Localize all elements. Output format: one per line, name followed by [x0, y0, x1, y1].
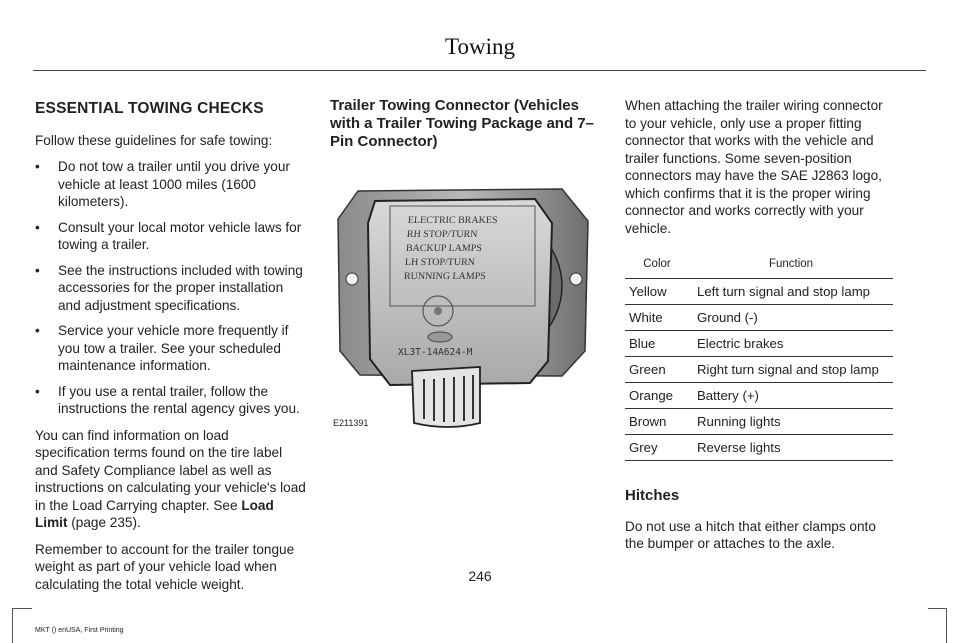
bullet: • [35, 323, 40, 338]
load-limit-link[interactable]: Load Limit [35, 497, 274, 530]
connector-illustration [330, 161, 595, 431]
table-row [625, 409, 893, 435]
tongue-weight-paragraph: Remember to account for the trailer tongue weight as part of your vehicle load when calculating the total vehicle weight. [35, 541, 295, 592]
table-row [625, 305, 893, 331]
section-heading-essential-towing-checks: ESSENTIAL TOWING CHECKS [35, 100, 264, 117]
list-item [35, 158, 307, 211]
wire-function: Reverse lights [689, 435, 893, 461]
list-item-text: Service your vehicle more frequently if you tow a trailer. See your scheduled maintenance information. [58, 323, 289, 373]
wire-color: Yellow [625, 279, 689, 305]
column-connector [330, 97, 595, 431]
list-item-text: See the instructions included with towing accessories for the proper installation and adjustment specifications. [58, 262, 303, 313]
list-item-text: If you use a rental trailer, follow the instructions the rental agency gives you. [58, 383, 300, 416]
wire-color: White [625, 305, 689, 331]
table-header-row [625, 251, 893, 279]
wire-color: Orange [625, 383, 689, 409]
column-wiring [625, 97, 895, 562]
wire-function: Electric brakes [689, 331, 893, 357]
list-item [35, 322, 307, 375]
wire-color: Blue [625, 331, 689, 357]
crop-mark [928, 608, 947, 609]
table-row [625, 279, 893, 305]
list-item-text: Consult your local motor vehicle laws for towing a trailer. [58, 219, 302, 252]
hitches-text: Do not use a hitch that either clamps onto the bumper or attaches to the axle. [625, 518, 876, 551]
cover-label-line: ELECTRIC BRAKES [407, 215, 498, 226]
wire-function: Ground (-) [689, 305, 893, 331]
column-header-function: Function [689, 251, 893, 279]
cover-part-number: XL3T-14A624-M [398, 347, 473, 358]
list-item [35, 219, 307, 254]
cover-label-line: LH STOP/TURN [404, 257, 476, 268]
figure-code: E211391 [333, 418, 369, 428]
bullet: • [35, 262, 40, 278]
list-item [35, 383, 307, 418]
page-number: 246 [468, 568, 492, 584]
seven-pin-connector-drawing [330, 161, 595, 431]
load-info-paragraph [35, 427, 307, 532]
list-item-text: Do not tow a trailer until you drive your vehicle at least 1000 miles (1600 kilometers). [58, 159, 290, 209]
wire-function-table [625, 251, 893, 461]
list-item [35, 262, 307, 315]
column-essential-checks [35, 97, 307, 602]
column-header-color: Color [625, 251, 689, 279]
header-divider [33, 70, 926, 71]
table-row [625, 383, 893, 409]
wire-function: Running lights [689, 409, 893, 435]
wire-function: Battery (+) [689, 383, 893, 409]
table-row [625, 435, 893, 461]
wire-color: Green [625, 357, 689, 383]
cover-label-line: BACKUP LAMPS [405, 243, 483, 254]
bullet: • [35, 219, 40, 235]
load-info-text: You can find information on load specification terms found on the tire label and Safety Compliance label as well as instructions on calculating your vehicle's load in the Load Carrying chapter. See [35, 427, 306, 513]
bullet: • [35, 159, 40, 174]
crop-mark [12, 608, 13, 643]
wire-function: Left turn signal and stop lamp [689, 279, 893, 305]
print-info: MKT () enUSA, First Printing [35, 627, 124, 634]
table-row [625, 331, 893, 357]
bullet: • [35, 383, 40, 399]
wire-function: Right turn signal and stop lamp [689, 357, 893, 383]
crop-mark [12, 608, 32, 609]
wire-color: Grey [625, 435, 689, 461]
section-heading-hitches: Hitches [625, 487, 680, 504]
crop-mark [946, 608, 947, 643]
page-header-title: Towing [445, 34, 515, 59]
load-info-suffix: (page 235). [67, 515, 141, 530]
intro-text: Follow these guidelines for safe towing: [35, 132, 273, 148]
guidelines-list [35, 158, 307, 418]
cover-label-line: RUNNING LAMPS [403, 271, 487, 282]
wire-color: Brown [625, 409, 689, 435]
cover-label-line: RH STOP/TURN [406, 229, 478, 240]
table-row [625, 357, 893, 383]
section-heading-connector: Trailer Towing Connector (Vehicles with a Trailer Towing Package and 7–Pin Connector) [330, 97, 594, 150]
wiring-intro: When attaching the trailer wiring connector to your vehicle, only use a proper fitting connector that works with the vehicle and trailer functions. Some seven-position connectors may have the SAE J2863 logo, which confirms that it is the proper wiring connector and works correctly with your vehicle. [625, 98, 883, 236]
